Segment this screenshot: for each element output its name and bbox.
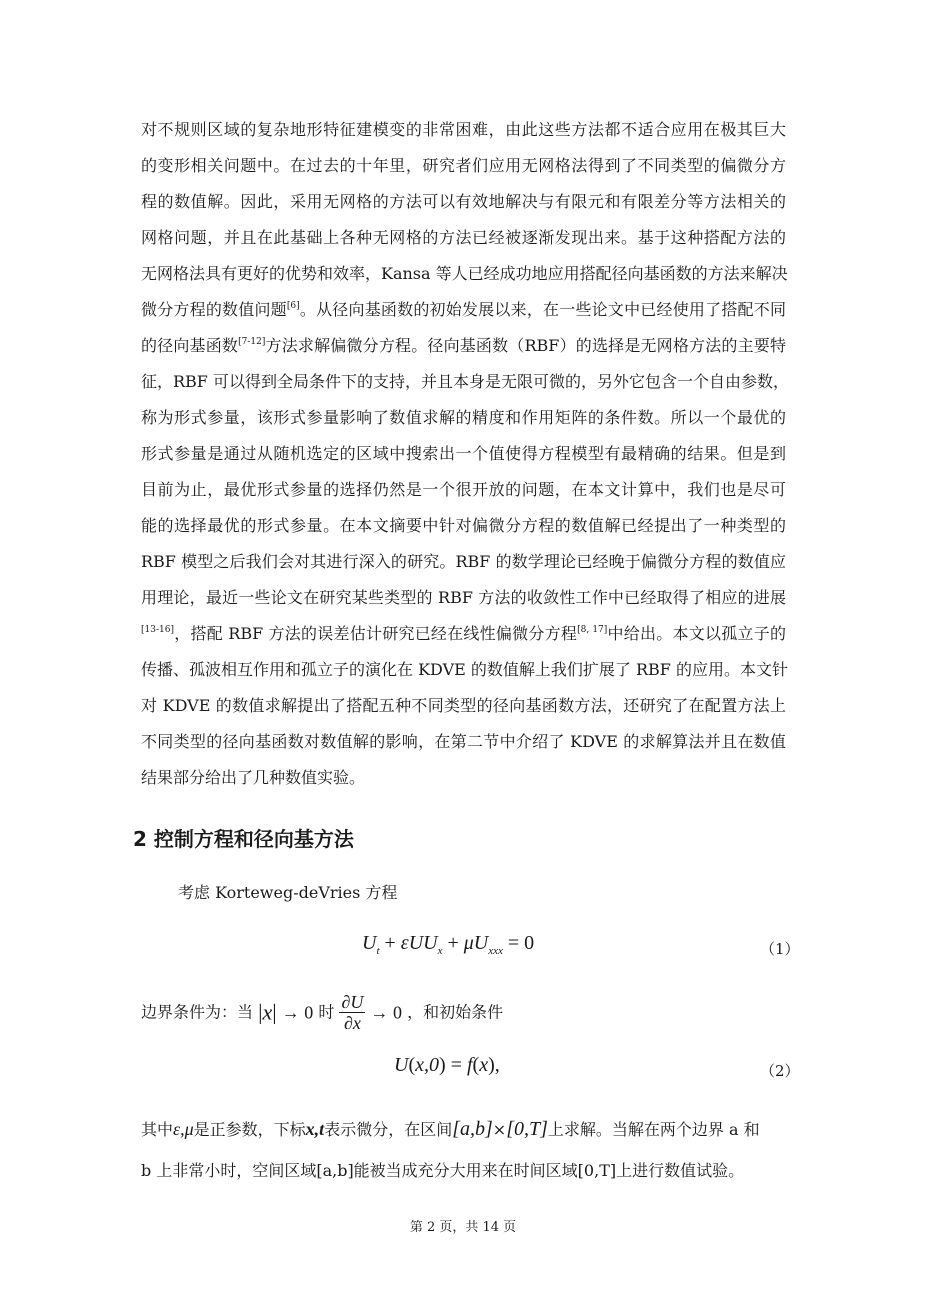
- fraction-numerator: ∂U: [341, 992, 364, 1012]
- text-line-with-citation: [141, 300, 786, 320]
- operator: +: [384, 932, 396, 954]
- abs-x: [258, 1000, 277, 1025]
- text-line: 征，RBF 可以得到全局条件下的支持，并且本身是无限可微的，另外它包含一个自由参数，: [141, 372, 789, 391]
- text-segment: 上求解。当解在两个边界 a 和: [547, 1120, 760, 1139]
- text-line: 称为形式参量，该形式参量影响了数值求解的精度和作用矩阵的条件数。所以一个最优的: [141, 408, 786, 427]
- paren: ),: [488, 1054, 500, 1076]
- text-segment: 方法求解偏微分方程。径向基函数（RBF）的选择是无网格方法的主要特: [265, 336, 786, 355]
- equation-number: （2）: [760, 1062, 800, 1080]
- symbol-x: x: [479, 1054, 489, 1076]
- times-operator: ×: [492, 1120, 507, 1139]
- subscripts-xt: x,t: [305, 1119, 325, 1139]
- text-line: 结果部分给出了几种数值实验。: [141, 768, 366, 787]
- text-segment: ，和初始条件: [407, 1002, 504, 1022]
- interval-ab: [a,b]: [452, 1118, 493, 1140]
- text-segment: 是正参数，下标: [193, 1120, 306, 1139]
- equals-zero: = 0: [507, 932, 535, 954]
- page-footer: 第 2 页，共 14 页: [409, 1220, 517, 1235]
- subscript: x: [437, 945, 443, 957]
- symbol-u: U: [362, 932, 377, 954]
- partial-derivative: [339, 992, 365, 1033]
- text-line: 无网格法具有更好的优势和效率，Kansa 等人已经成功地应用搭配径向基函数的方法来解决: [141, 264, 788, 283]
- text-segment: 的径向基函数: [141, 336, 239, 355]
- subscript: xxx: [488, 945, 503, 957]
- citation: [13-16]: [141, 625, 174, 635]
- equation-intro: 考虑 Korteweg-deVries 方程: [178, 883, 398, 902]
- citation: [8, 17]: [577, 625, 608, 635]
- text-line: 对不规则区域的复杂地形特征建模变的非常困难，由此这些方法都不适合应用在极其巨大: [141, 120, 786, 139]
- text-line: 传播、孤波相互作用和孤立子的演化在 KDVE 的数值解上我们扩展了 RBF 的应用。本文针: [141, 660, 788, 679]
- params-eps-mu: ε,μ: [173, 1119, 194, 1139]
- text-line: 的变形相关问题中。在过去的十年里，研究者们应用无网格法得到了不同类型的偏微分方: [141, 156, 786, 175]
- fraction-denominator: ∂x: [343, 1013, 361, 1033]
- text-segment: 时: [318, 1002, 335, 1022]
- text-line: 网格问题，并且在此基础上各种无网格的方法已经被逐渐发现出来。基于这种搭配方法的: [141, 228, 786, 247]
- text-line: RBF 模型之后我们会对其进行深入的研究。RBF 的数学理论已经晚于偏微分方程的数值应: [141, 552, 786, 571]
- citation: [6]: [286, 301, 300, 311]
- equation-2: [394, 1054, 500, 1077]
- symbol-u: U: [394, 1054, 409, 1076]
- paren: (: [408, 1054, 416, 1076]
- subscript: t: [376, 945, 380, 957]
- text-line: b 上非常小时，空间区域[a,b]能被当成充分大用来在时间区域[0,T]上进行数值试验。: [141, 1161, 745, 1180]
- text-line: 形式参量是通过从随机选定的区域中搜索出一个值使得方程模型有最精确的结果。但是到: [141, 444, 786, 463]
- text-line: 目前为止，最优形式参量的选择仍然是一个很开放的问题，在本文计算中，我们也是尽可: [141, 480, 786, 499]
- arrow-zero: → 0: [281, 1002, 314, 1023]
- symbol-u: U: [473, 932, 489, 954]
- text-line: 不同类型的径向基函数对数值解的影响，在第二节中介绍了 KDVE 的求解算法并且在数值: [141, 732, 786, 751]
- text-line: 用理论，最近一些论文在研究某些类型的 RBF 方法的收敛性工作中已经取得了相应的进展: [141, 588, 786, 607]
- abs-bar: |: [258, 999, 263, 1025]
- operator: =: [450, 1054, 462, 1076]
- text-segment: 从径向基函数的初始发展以来，在一些论文中已经使用了搭配不同: [316, 300, 786, 319]
- text-segment: ，搭配 RBF 方法的误差估计研究已经在线性偏微分方程: [173, 624, 578, 643]
- paren: ): [439, 1054, 446, 1076]
- text-segment: 其中: [141, 1120, 174, 1139]
- symbol-f: f: [466, 1054, 473, 1076]
- arguments: x,0: [415, 1054, 440, 1076]
- text-line: 能的选择最优的形式参量。在本文摘要中针对偏微分方程的数值解已经提出了一种类型的: [141, 516, 786, 535]
- equation-1: [362, 932, 534, 957]
- symbol-epsilon: ε: [400, 932, 409, 954]
- text-line-with-citation: [141, 336, 786, 356]
- parameter-description: [141, 1118, 760, 1141]
- citation: [7-12]: [238, 337, 266, 347]
- interval-0t: [0,T]: [506, 1118, 548, 1140]
- section-heading: 2 控制方程和径向基方法: [133, 827, 354, 851]
- boundary-condition: [141, 992, 503, 1033]
- text-segment: 微分方程的数值问题: [141, 300, 287, 319]
- text-segment: 表示微分，在区间: [324, 1120, 453, 1139]
- operator: +: [447, 932, 459, 954]
- paren: (: [472, 1054, 480, 1076]
- text-line-with-citation: [141, 624, 786, 644]
- text-line: 对 KDVE 的数值求解提出了搭配五种不同类型的径向基函数方法，还研究了在配置方法上: [141, 696, 786, 715]
- text-segment: 。: [299, 300, 317, 319]
- abs-bar: |: [272, 999, 277, 1025]
- symbol-uu: UU: [408, 932, 438, 954]
- arrow-zero: → 0: [370, 1002, 402, 1023]
- equation-number: （1）: [760, 940, 800, 958]
- symbol-mu: μ: [463, 932, 474, 954]
- symbol-x: x: [262, 999, 273, 1025]
- text-segment: 边界条件为：当: [141, 1002, 254, 1022]
- text-segment: 中给出。本文以孤立子的: [607, 624, 786, 643]
- text-line: 程的数值解。因此，采用无网格的方法可以有效地解决与有限元和有限差分等方法相关的: [141, 192, 786, 211]
